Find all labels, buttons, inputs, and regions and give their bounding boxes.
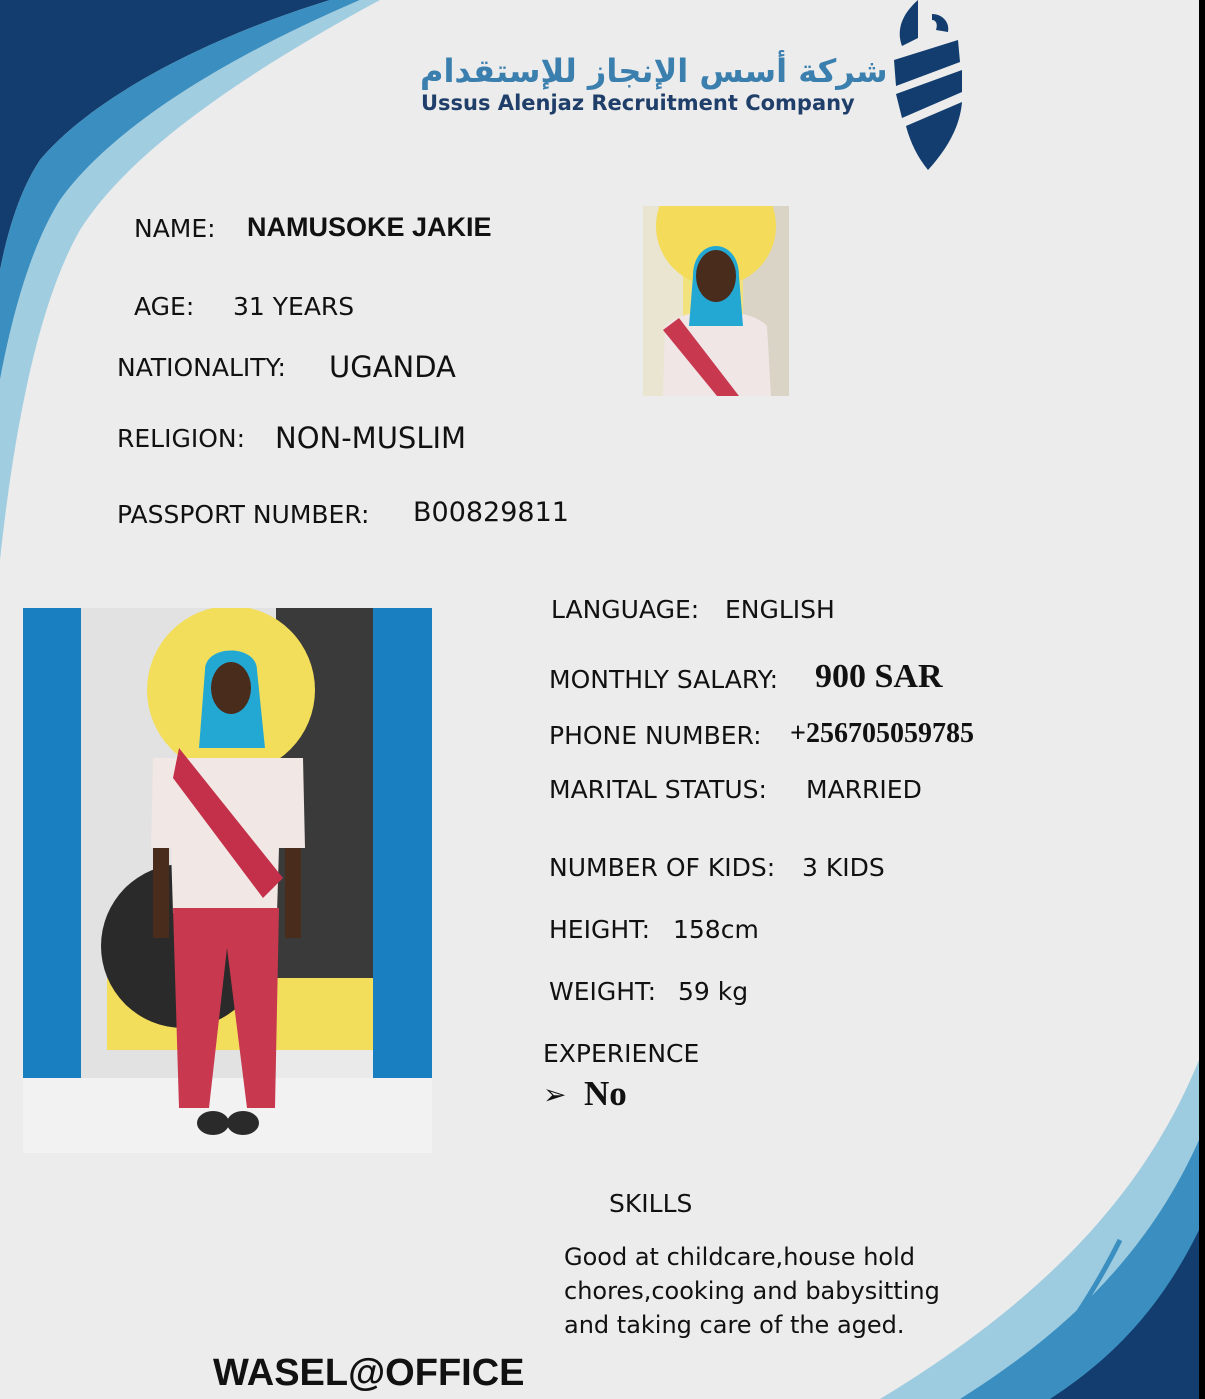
company-name-english: Ussus Alenjaz Recruitment Company bbox=[421, 91, 855, 115]
language-label: LANGUAGE: bbox=[551, 595, 700, 624]
skills-text: Good at childcare,house hold chores,cooking and babysitting and taking care of the aged. bbox=[564, 1243, 940, 1339]
language-value: ENGLISH bbox=[725, 595, 835, 624]
experience-bullet-icon: ➢ bbox=[543, 1078, 567, 1111]
height-value: 158cm bbox=[673, 915, 759, 944]
full-body-photo bbox=[23, 608, 432, 1153]
marital-status-value: MARRIED bbox=[806, 775, 922, 804]
company-name-arabic: شركة أسس الإنجاز للإستقدام bbox=[420, 52, 888, 90]
name-value: NAMUSOKE JAKIE bbox=[247, 212, 492, 242]
monthly-salary-label: MONTHLY SALARY: bbox=[549, 665, 779, 694]
age-label: AGE: bbox=[134, 292, 195, 321]
experience-label: EXPERIENCE bbox=[543, 1039, 700, 1068]
number-of-kids-label: NUMBER OF KIDS: bbox=[549, 853, 776, 882]
religion-value: NON-MUSLIM bbox=[275, 421, 467, 455]
phone-number-label: PHONE NUMBER: bbox=[549, 721, 762, 750]
name-label: NAME: bbox=[134, 214, 216, 243]
weight-label: WEIGHT: bbox=[549, 977, 657, 1006]
phone-number-value: +256705059785 bbox=[790, 718, 974, 749]
marital-status-label: MARITAL STATUS: bbox=[549, 775, 767, 804]
nationality-value: UGANDA bbox=[329, 350, 456, 384]
skills-heading: SKILLS bbox=[609, 1189, 693, 1218]
age-value: 31 YEARS bbox=[233, 292, 355, 321]
number-of-kids-value: 3 KIDS bbox=[802, 853, 885, 882]
passport-label: PASSPORT NUMBER: bbox=[117, 500, 370, 529]
monthly-salary-value: 900 SAR bbox=[815, 658, 943, 695]
height-label: HEIGHT: bbox=[549, 915, 651, 944]
religion-label: RELIGION: bbox=[117, 424, 246, 453]
passport-value: B00829811 bbox=[413, 497, 569, 528]
portrait-photo bbox=[643, 206, 789, 396]
weight-value: 59 kg bbox=[678, 977, 749, 1006]
company-logo-icon bbox=[888, 0, 970, 172]
nationality-label: NATIONALITY: bbox=[117, 353, 286, 382]
experience-value: No bbox=[584, 1074, 627, 1113]
office-footer: WASEL@OFFICE bbox=[213, 1352, 525, 1394]
